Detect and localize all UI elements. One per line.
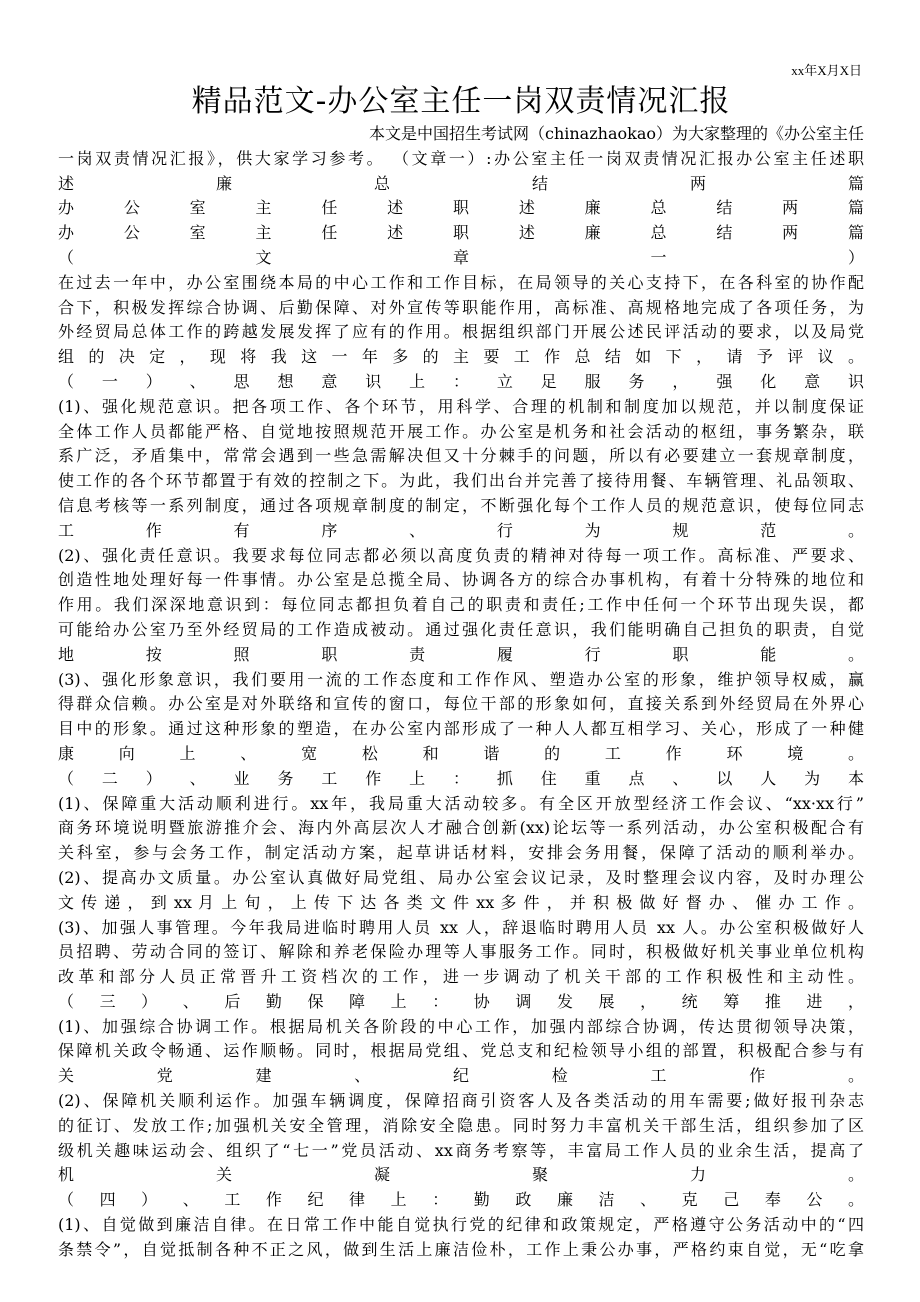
text-line: (3)、强化形象意识，我们要用一流的工作态度和工作作风、塑造办公室的形象，维护领导权威，赢: [58, 669, 864, 689]
text-line: 办 公 室 主 任 述 职 述 廉 总 结 两 篇: [58, 223, 864, 243]
text-line: （ 四 ） 、 工 作 纪 律 上 ： 勤 政 廉 洁 、 克 己 奉 公 。: [58, 1190, 864, 1210]
text-line: (1)、保障重大活动顺利进行。xx年，我局重大活动较多。有全区开放型经济工作会议、“xx·xx行”: [58, 793, 864, 813]
text-line: (1)、自觉做到廉洁自律。在日常工作中能自觉执行党的纪律和政策规定，严格遵守公务活动中的“四: [58, 1215, 864, 1235]
text-line: 全体工作人员都能严格、自觉地按照规范开展工作。办公室是机务和社会活动的枢纽，事务繁杂，联: [58, 421, 864, 441]
text-line: (3)、加强人事管理。今年我局进临时聘用人员 xx 人，辞退临时聘用人员 xx 人。办公室积极做好人: [58, 917, 864, 937]
text-line: 级机关趣味运动会、组织了“七一”党员活动、xx商务考察等，丰富局工作人员的业余生活，提高了: [58, 1140, 864, 1160]
document-date: xx年X月X日: [791, 63, 862, 78]
text-line: 关科室，参与会务工作，制定活动方案，起草讲话材料，安排会务用餐，保障了活动的顺利举办。: [58, 843, 864, 863]
text-line: 关 党 建 、 纪 检 工 作 。: [58, 1066, 864, 1086]
text-line: 创造性地处理好每一件事情。办公室是总揽全局、协调各方的综合办事机构，有着十分特殊的地位和: [58, 570, 864, 590]
text-line: 在过去一年中，办公室围绕本局的中心工作和工作目标，在局领导的关心支持下，在各科室的协作配: [58, 272, 864, 292]
text-line: 述 廉 总 结 两 篇: [58, 173, 864, 193]
text-line: 康 向 上 、 宽 松 和 谐 的 工 作 环 境 。: [58, 743, 864, 763]
text-line: 合下，积极发挥综合协调、后勤保障、对外宣传等职能作用，高标准、高规格地完成了各项任务，为: [58, 297, 864, 317]
text-line: 保障机关政令畅通、运作顺畅。同时，根据局党组、党总支和纪检领导小组的部置，积极配合参与有: [58, 1041, 864, 1061]
text-line: 本文是中国招生考试网（chinazhaokao）为大家整理的《办公室主任: [368, 124, 864, 143]
text-line: (2)、提高办文质量。办公室认真做好局党组、局办公室会议记录，及时整理会议内容，及时办理公: [58, 867, 864, 887]
text-line: （ 一 ） 、 思 想 意 识 上 ： 立 足 服 务 ， 强 化 意 识: [58, 371, 864, 391]
text-line: （ 文 章 一 ）: [58, 247, 864, 267]
text-line: 一岗双责情况汇报》，供大家学习参考。 （文章一）:办公室主任一岗双责情况汇报办公室主任述职: [58, 148, 864, 168]
text-line: 地 按 照 职 责 履 行 职 能 。: [58, 644, 864, 664]
text-line: 文 传 递 ， 到 xx 月 上 旬 ， 上 传 下 达 各 类 文 件 xx 多 件 ， 并 积 极 做 好 督 办 、 催 办 工 作 。: [58, 892, 864, 912]
text-line: 的征订、发放工作;加强机关安全管理，消除安全隐患。同时努力丰富机关干部生活，组织参加了区: [58, 1115, 864, 1135]
text-line: 系广泛，矛盾集中，常常会遇到一些急需解决但又十分棘手的问题，所以有必要建立一套规章制度，: [58, 446, 864, 466]
text-line: 可能给办公室乃至外经贸局的工作造成被动。通过强化责任意识，我们能明确自己担负的职责，自觉: [58, 619, 864, 639]
text-line: 商务环境说明暨旅游推介会、海内外高层次人才融合创新(xx)论坛等一系列活动，办公室积极配合有: [58, 818, 864, 838]
text-line: 外经贸局总体工作的跨越发展发挥了应有的作用。根据组织部门开展公述民评活动的要求，以及局党: [58, 322, 864, 342]
text-line: 工 作 有 序 、 行 为 规 范 。: [58, 520, 864, 540]
text-line: 办 公 室 主 任 述 职 述 廉 总 结 两 篇: [58, 198, 864, 218]
text-line: 使工作的各个环节都置于有效的控制之下。为此，我们出台并完善了接待用餐、车辆管理、礼品领取、: [58, 471, 864, 491]
text-line: (1)、强化规范意识。把各项工作、各个环节，用科学、合理的机制和制度加以规范，并以制度保证: [58, 396, 864, 416]
text-line: 条禁令”，自觉抵制各种不正之风，做到生活上廉洁俭朴，工作上秉公办事，严格约束自觉，无“吃拿: [58, 1239, 864, 1259]
document-page: [58, 62, 864, 1263]
text-line: (1)、加强综合协调工作。根据局机关各阶段的中心工作，加强内部综合协调，传达贯彻领导决策，: [58, 1016, 864, 1036]
text-line: 信息考核等一系列制度，通过各项规章制度的制定，不断强化每个工作人员的规范意识，使每位同志: [58, 495, 864, 515]
text-line: (2)、强化责任意识。我要求每位同志都必须以高度负责的精神对待每一项工作。高标准、严要求、: [58, 545, 864, 565]
text-line: 员招聘、劳动合同的签订、解除和养老保险办理等人事服务工作。同时，积极做好机关事业单位机构: [58, 942, 864, 962]
text-line: 机 关 凝 聚 力 。: [58, 1165, 864, 1185]
text-line: (2)、保障机关顺利运作。加强车辆调度，保障招商引资客人及各类活动的用车需要;做好报刊杂志: [58, 1091, 864, 1111]
text-line: （ 三 ） 、 后 勤 保 障 上 ： 协 调 发 展 ， 统 筹 推 进 ，: [58, 991, 864, 1011]
document-body: [58, 122, 864, 1263]
text-line: 改革和部分人员正常晋升工资档次的工作，进一步调动了机关干部的工作积极性和主动性。: [58, 967, 864, 987]
text-line: 作用。我们深深地意识到：每位同志都担负着自己的职责和责任;工作中任何一个环节出现失误，都: [58, 595, 864, 615]
document-title: 精品范文-办公室主任一岗双责情况汇报: [191, 84, 731, 119]
text-line: （ 二 ） 、 业 务 工 作 上 ： 抓 住 重 点 、 以 人 为 本: [58, 768, 864, 788]
text-line: 目中的形象。通过这种形象的塑造，在办公室内部形成了一种人人都互相学习、关心，形成了一种健: [58, 719, 864, 739]
text-line: 组 的 决 定 ， 现 将 我 这 一 年 多 的 主 要 工 作 总 结 如 下 ， 请 予 评 议 。: [58, 347, 864, 367]
text-line: 得群众信赖。办公室是对外联络和宣传的窗口，每位干部的形象如何，直接关系到外经贸局在外界心: [58, 694, 864, 714]
